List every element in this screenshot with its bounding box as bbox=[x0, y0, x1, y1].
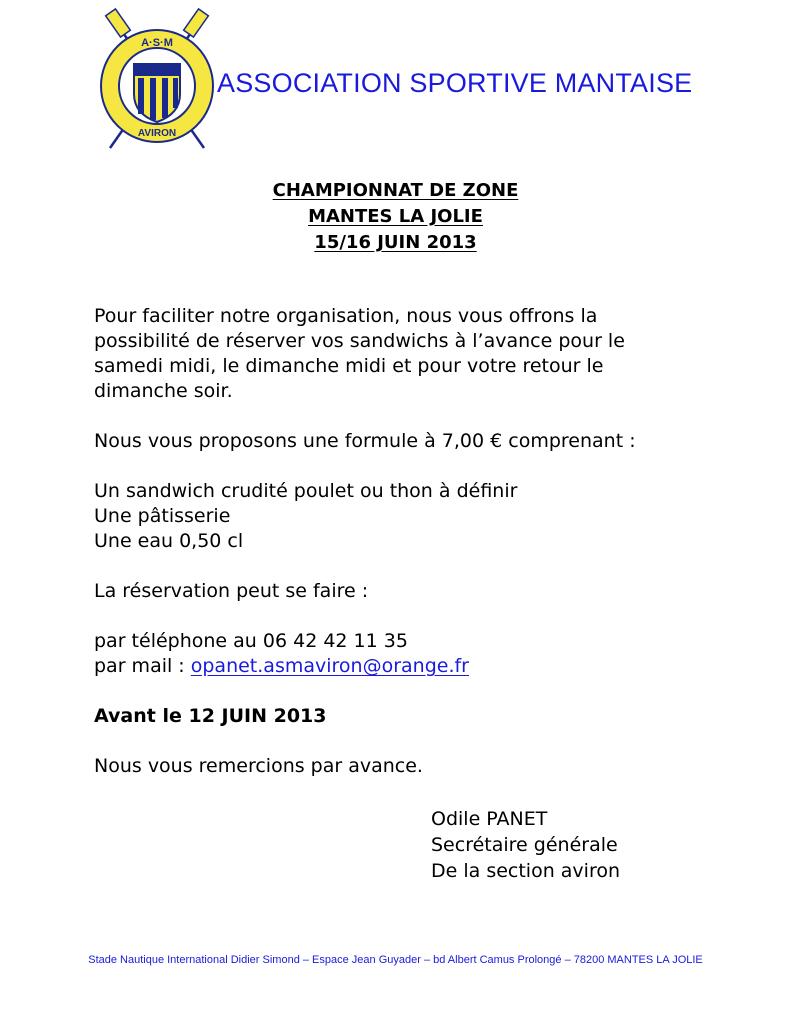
formula-text: Nous vous proposons une formule à 7,00 € comprenant : bbox=[94, 430, 636, 452]
signature-block bbox=[431, 806, 620, 884]
signature-name: Odile PANET bbox=[431, 808, 548, 830]
association-name: ASSOCIATION SPORTIVE MANTAISE bbox=[217, 68, 693, 98]
intro-line-4: dimanche soir. bbox=[94, 380, 233, 402]
deadline-text: Avant le 12 JUIN 2013 bbox=[94, 705, 327, 727]
list-item: Une pâtisserie bbox=[94, 505, 231, 527]
intro-line-2: possibilité de réserver vos sandwichs à l’avance pour le bbox=[94, 330, 625, 352]
reservation-intro: La réservation peut se faire : bbox=[94, 580, 369, 602]
mail-line bbox=[94, 654, 734, 679]
intro-line-3: samedi midi, le dimanche midi et pour votre retour le bbox=[94, 355, 604, 377]
title-line-1: CHAMPIONNAT DE ZONE bbox=[272, 180, 519, 201]
logo-bottom-text: AVIRON bbox=[137, 128, 177, 139]
title-line-3: 15/16 JUIN 2013 bbox=[314, 232, 477, 253]
mail-prefix: par mail : bbox=[94, 655, 191, 677]
signature-section: De la section aviron bbox=[431, 860, 621, 882]
list-item: Un sandwich crudité poulet ou thon à définir bbox=[94, 480, 518, 502]
list-item: Une eau 0,50 cl bbox=[94, 530, 244, 552]
letter-body bbox=[94, 304, 734, 779]
email-link[interactable]: opanet.asmaviron@orange.fr bbox=[190, 655, 469, 677]
asm-aviron-logo bbox=[92, 8, 222, 160]
event-title bbox=[0, 178, 791, 256]
footer-address: Stade Nautique International Didier Simond – Espace Jean Guyader – bd Albert Camus Prolongé – 78200 MANTES LA JOLIE bbox=[88, 954, 703, 966]
thanks-text: Nous vous remercions par avance. bbox=[94, 755, 423, 777]
signature-role: Secrétaire générale bbox=[431, 834, 618, 856]
title-line-2: MANTES LA JOLIE bbox=[308, 206, 483, 227]
intro-line-1: Pour faciliter notre organisation, nous vous offrons la bbox=[94, 305, 598, 327]
phone-line: par téléphone au 06 42 42 11 35 bbox=[94, 630, 408, 652]
logo-top-text: A·S·M bbox=[141, 37, 173, 49]
shield-icon bbox=[134, 64, 180, 122]
